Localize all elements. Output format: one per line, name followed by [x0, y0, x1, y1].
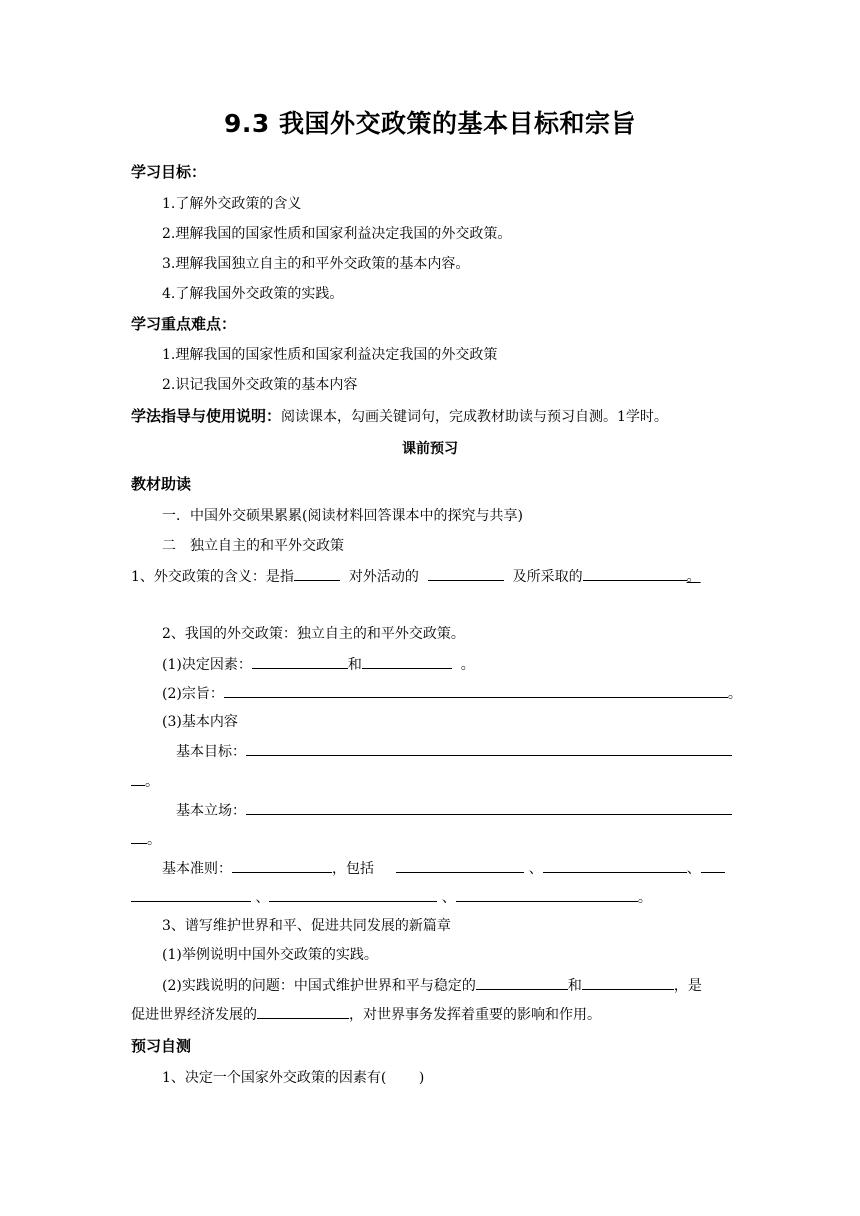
self-test-question: 1、决定一个国家外交政策的因素有( ): [162, 1070, 425, 1086]
question-text: 、: [255, 890, 270, 906]
reading-item: 二 独立自主的和平外交政策: [162, 538, 344, 554]
fill-blank[interactable]: [543, 858, 687, 873]
fill-blank[interactable]: [701, 858, 725, 873]
fill-blank[interactable]: [257, 1004, 349, 1019]
fill-blank[interactable]: [476, 975, 568, 990]
question-text: 和: [567, 978, 582, 994]
reading-heading: 教材助读: [131, 475, 192, 493]
question-text: ，包括: [332, 861, 374, 877]
question-3-2: [162, 975, 702, 996]
page-title: 9.3 我国外交政策的基本目标和宗旨: [224, 109, 636, 138]
fill-blank[interactable]: [246, 741, 732, 756]
goal-item: 4.了解我国外交政策的实践。: [162, 286, 344, 302]
section-title: 课前预习: [402, 441, 458, 457]
question-text: (1)决定因素：: [162, 657, 252, 673]
question-2-3: (3)基本内容: [162, 714, 238, 730]
question-text: (2)实践说明的问题：中国式维护世界和平与稳定的: [162, 978, 476, 994]
question-text: (2)宗旨：: [162, 686, 224, 702]
fill-blank[interactable]: [232, 858, 332, 873]
question-3-2-cont: [131, 1004, 601, 1025]
method-heading: 学法指导与使用说明：: [131, 407, 282, 425]
question-text: 、: [686, 861, 701, 877]
question-2-2: [162, 683, 742, 704]
fill-blank[interactable]: [269, 887, 437, 902]
question-text: 。: [686, 569, 701, 585]
question-text: 。: [460, 657, 475, 673]
fill-blank[interactable]: [362, 654, 452, 669]
goal-item: 2.理解我国的国家性质和国家利益决定我国的外交政策。: [162, 226, 512, 242]
goals-heading: 学习目标：: [131, 163, 207, 181]
question-text: 促进世界经济发展的: [131, 1007, 257, 1023]
fill-blank[interactable]: [396, 858, 524, 873]
basic-stance-cont: [131, 829, 161, 850]
self-test-heading: 预习自测: [131, 1037, 192, 1055]
question-1: [131, 566, 701, 587]
key-point-item: 2.识记我国外交政策的基本内容: [162, 377, 358, 393]
question-text: 对外活动的: [348, 569, 419, 585]
question-text: 。: [727, 686, 742, 702]
question-text: 。: [147, 832, 161, 848]
question-2-1: [162, 654, 475, 675]
fill-blank[interactable]: [224, 683, 728, 698]
basic-goal-cont: [131, 771, 159, 792]
basic-goal-label: 基本目标：: [176, 744, 246, 760]
fill-blank[interactable]: [456, 887, 638, 902]
fill-blank[interactable]: [131, 829, 147, 844]
question-3: 3、谱写维护世界和平、促进共同发展的新篇章: [162, 918, 451, 934]
basic-stance-label: 基本立场：: [176, 803, 246, 819]
key-point-item: 1.理解我国的国家性质和国家利益决定我国的外交政策: [162, 347, 498, 363]
fill-blank[interactable]: [252, 654, 348, 669]
question-text: 。: [145, 774, 159, 790]
fill-blank[interactable]: [294, 566, 340, 581]
method-line: [131, 406, 668, 427]
fill-blank[interactable]: [131, 771, 145, 786]
question-text: 及所采取的: [512, 569, 583, 585]
basic-principle-label: 基本准则：: [162, 861, 232, 877]
fill-blank[interactable]: [583, 566, 687, 581]
question-text: ，对世界事务发挥着重要的影响和作用。: [349, 1007, 601, 1023]
method-text: 阅读课本，勾画关键词句，完成教材助读与预习自测。1学时。: [281, 409, 668, 425]
basic-stance-line: [176, 800, 732, 821]
goal-item: 1.了解外交政策的含义: [162, 196, 302, 212]
question-3-1: (1)举例说明中国外交政策的实践。: [162, 947, 378, 963]
goal-item: 3.理解我国独立自主的和平外交政策的基本内容。: [162, 256, 470, 272]
question-text: 。: [637, 890, 652, 906]
key-points-heading: 学习重点难点：: [131, 315, 237, 333]
question-2: 2、我国的外交政策：独立自主的和平外交政策。: [162, 626, 465, 642]
basic-goal-line: [176, 741, 732, 762]
question-text: 和: [347, 657, 362, 673]
question-text: 1、外交政策的含义：是指: [131, 569, 294, 585]
basic-principle-cont: [131, 887, 652, 908]
fill-blank[interactable]: [582, 975, 674, 990]
fill-blank[interactable]: [428, 566, 504, 581]
reading-item: 一．中国外交硕果累累(阅读材料回答课本中的探究与共享): [162, 508, 523, 524]
question-text: 、: [441, 890, 456, 906]
fill-blank[interactable]: [131, 887, 251, 902]
fill-blank[interactable]: [246, 800, 732, 815]
basic-principle-line: [162, 858, 725, 879]
question-text: ，是: [673, 978, 702, 994]
question-text: 、: [528, 861, 543, 877]
